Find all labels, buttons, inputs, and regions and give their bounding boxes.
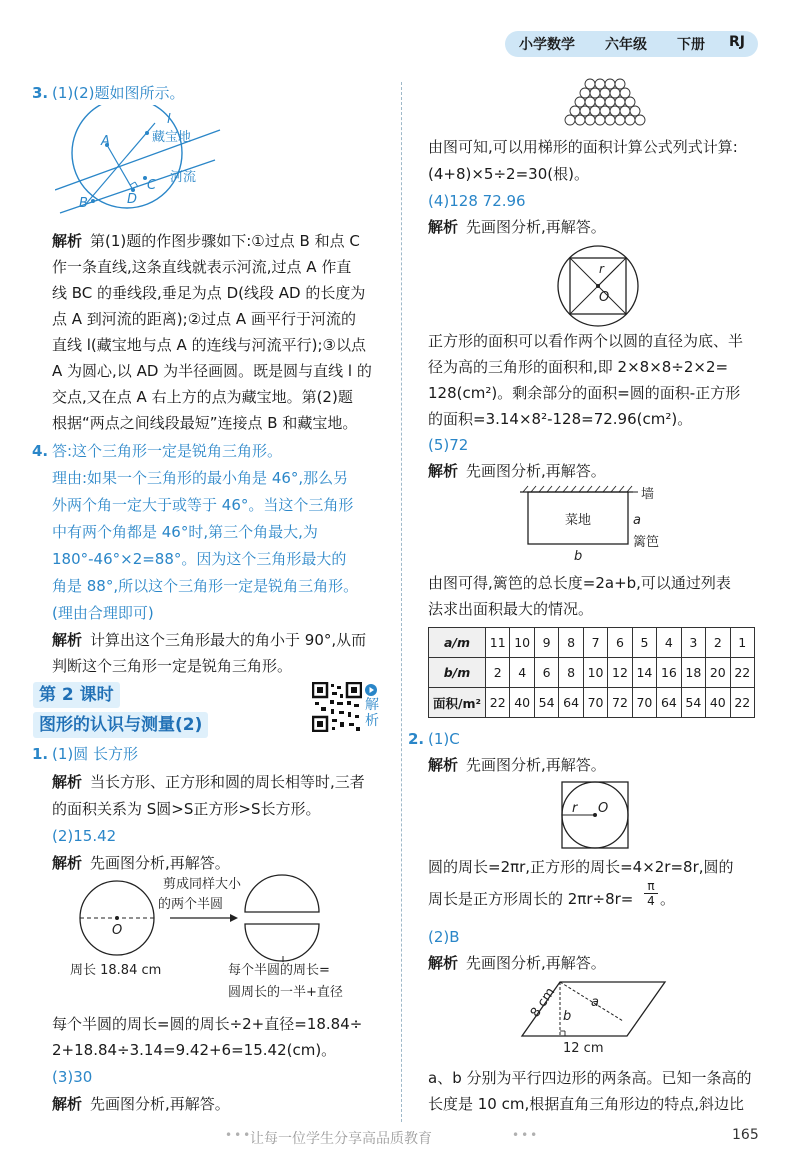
table-cell: 54 <box>534 688 558 718</box>
jx3-label: 解析 <box>52 232 83 250</box>
table-cell: 10 <box>510 628 534 658</box>
figure-circle-in-square <box>560 780 630 850</box>
table-cell: 18 <box>681 658 705 688</box>
cs-frac-num: π <box>644 880 658 894</box>
figure-log-pile <box>552 78 652 128</box>
fig1-label-C: C <box>147 178 157 193</box>
fig-para-b: b <box>563 1009 572 1024</box>
jx4-line-2: 判断这个三角形一定是锐角三角形。 <box>52 657 293 675</box>
lesson-subtitle: 图形的认识与测量(2) <box>33 712 208 738</box>
figure-semicircles <box>70 874 370 1004</box>
fig-sq-label-O: O <box>599 290 610 305</box>
jx-r3-text: 先画图分析,再解答。 <box>466 756 606 774</box>
q1-b: (2)15.42 <box>52 827 117 845</box>
header-bar <box>505 31 758 57</box>
qr-label-2: 析 <box>365 713 379 729</box>
sq-line-3: 128(cm²)。剩余部分的面积=圆的面积-正方形 <box>428 384 741 402</box>
fig-garden-wall: 墙 <box>641 487 655 502</box>
q4-line-4: 中有两个角都是 46°时,第三个角最大,为 <box>52 523 318 541</box>
jx3-line-5: 直线 l(藏宝地与点 A 的连线与河流平行);③以点 <box>52 336 366 354</box>
jx-r2-label: 解析 <box>428 462 459 480</box>
jx3-line-1: 第(1)题的作图步骤如下:①过点 B 和点 C <box>90 232 360 250</box>
table-cell: 22 <box>486 688 510 718</box>
q3-text: (1)(2)题如图所示。 <box>52 84 185 102</box>
footer-dots-left-icon: ••• <box>225 1128 253 1142</box>
jx3-line-7: 交点,又在点 A 右上方的点为藏宝地。第(2)题 <box>52 388 353 406</box>
table-cell: 7 <box>583 628 607 658</box>
table-cell: 70 <box>583 688 607 718</box>
garden-line-2: 法求出面积最大的情况。 <box>428 600 594 618</box>
jx4-label: 解析 <box>52 631 83 649</box>
qr-label-1: 解 <box>365 697 379 713</box>
table-cell: 70 <box>632 688 656 718</box>
jx-r1-label: 解析 <box>428 218 459 236</box>
jx1b-label: 解析 <box>52 854 83 872</box>
jx1a-line-2: 的面积关系为 S圆>S正方形>S长方形。 <box>52 800 321 818</box>
cs-line-1: 圆的周长=2πr,正方形的周长=4×2r=8r,圆的 <box>428 858 734 876</box>
column-divider <box>401 82 402 1122</box>
area-table <box>428 627 755 718</box>
fig2-each-2: 圆周长的一半+直径 <box>228 985 343 1000</box>
fig2-cut-2: 的两个半圆 <box>158 897 224 912</box>
fig-cs-label-O: O <box>598 801 609 816</box>
table-cell: 2 <box>486 658 510 688</box>
table-cell: 14 <box>632 658 656 688</box>
footer-slogan: 让每一位学生分享高品质教育 <box>250 1131 432 1147</box>
table-header-area: 面积/m² <box>429 688 486 718</box>
jx-r2-text: 先画图分析,再解答。 <box>466 462 606 480</box>
fig2-each-1: 每个半圆的周长= <box>228 963 330 978</box>
play-icon[interactable] <box>365 684 377 696</box>
fig2-cut-1: 剪成同样大小 <box>163 877 242 892</box>
header-edition: RJ <box>729 34 745 50</box>
cs-frac-den: 4 <box>647 894 655 908</box>
table-cell: 8 <box>559 658 583 688</box>
para-line-1: a、b 分别为平行四边形的两条高。已知一条高的 <box>428 1069 752 1087</box>
fig1-label-D: D <box>127 192 138 207</box>
figure-square-in-circle <box>555 243 641 329</box>
table-cell: 9 <box>534 628 558 658</box>
calc-line-1: 每个半圆的周长=圆的周长÷2+直径=18.84÷ <box>52 1015 363 1033</box>
table-cell: 64 <box>657 688 681 718</box>
table-cell: 54 <box>681 688 705 718</box>
fig-garden-fence: 篱笆 <box>633 535 660 550</box>
calc-line-2: 2+18.84÷3.14=9.42+6=15.42(cm)。 <box>52 1041 337 1059</box>
jx1b-text: 先画图分析,再解答。 <box>90 854 230 872</box>
page-number: 165 <box>732 1127 759 1143</box>
sq-line-1: 正方形的面积可以看作两个以圆的直径为底、半 <box>428 332 744 350</box>
q3-number: 3. <box>32 84 49 102</box>
q1-c: (3)30 <box>52 1068 93 1086</box>
sq-line-2: 径为高的三角形的面积和,即 2×8×8÷2×2= <box>428 358 729 376</box>
table-header-b: b/m <box>429 658 486 688</box>
table-cell: 40 <box>706 688 730 718</box>
fig-garden-plot: 菜地 <box>565 513 592 528</box>
q4-line-5: 180°-46°×2=88°。因为这个三角形最大的 <box>52 550 347 568</box>
q2-b: (2)B <box>428 928 460 946</box>
table-cell: 20 <box>706 658 730 688</box>
jx1c-label: 解析 <box>52 1095 83 1113</box>
fig1-label-river: 河流 <box>170 170 197 185</box>
jx4-line-1: 计算出这个三角形最大的角小于 90°,从而 <box>90 631 367 649</box>
table-row-area <box>429 688 755 718</box>
q4-line-2: 理由:如果一个三角形的最小角是 46°,那么另 <box>52 469 349 487</box>
q4-line-7: (理由合理即可) <box>52 604 154 622</box>
q4-answer: (4)128 72.96 <box>428 192 526 210</box>
table-row-a <box>429 628 755 658</box>
jx3-line-3: 线 BC 的垂线段,垂足为点 D(线段 AD 的长度为 <box>52 284 366 302</box>
table-cell: 1 <box>730 628 754 658</box>
jx3-line-4: 点 A 到河流的距离);②过点 A 画平行于河流的 <box>52 310 356 328</box>
header-term: 下册 <box>677 37 705 53</box>
table-cell: 6 <box>534 658 558 688</box>
fig-garden-b: b <box>574 549 583 564</box>
table-cell: 5 <box>632 628 656 658</box>
cs-line-2a: 周长是正方形周长的 2πr÷8r= <box>428 890 634 908</box>
jx1c-text: 先画图分析,再解答。 <box>90 1095 230 1113</box>
fig1-label-A: A <box>101 134 110 149</box>
table-cell: 4 <box>510 658 534 688</box>
fig-para-a: a <box>591 995 599 1010</box>
fig1-label-B: B <box>79 196 88 211</box>
lesson-title: 第 2 课时 <box>33 682 120 708</box>
table-row-b <box>429 658 755 688</box>
jx3-line-6: A 为圆心,以 AD 为半径画圆。既是圆与直线 l 的 <box>52 362 372 380</box>
jx1a-label: 解析 <box>52 773 83 791</box>
q1-number: 1. <box>32 745 49 763</box>
q1-a: (1)圆 长方形 <box>52 745 139 763</box>
fig2-perimeter: 周长 18.84 cm <box>70 963 162 978</box>
header-grade: 六年级 <box>605 37 647 53</box>
jx-r4-label: 解析 <box>428 954 459 972</box>
garden-line-1: 由图可得,篱笆的总长度=2a+b,可以通过列表 <box>428 574 731 592</box>
q5-answer: (5)72 <box>428 436 469 454</box>
fig1-label-l: l <box>167 112 171 127</box>
jx3-line-8: 根据“两点之间线段最短”连接点 B 和藏宝地。 <box>52 414 358 432</box>
fig2-label-O: O <box>112 923 123 938</box>
q2-a: (1)C <box>428 730 460 748</box>
sq-line-4: 的面积=3.14×8²-128=72.96(cm²)。 <box>428 410 693 428</box>
q4-number: 4. <box>32 442 49 460</box>
jx3-line-2: 作一条直线,这条直线就表示河流,过点 A 作直 <box>52 258 352 276</box>
table-cell: 6 <box>608 628 632 658</box>
fig-para-base: 12 cm <box>563 1041 604 1056</box>
fig-sq-label-r: r <box>599 262 604 276</box>
table-cell: 3 <box>681 628 705 658</box>
table-cell: 12 <box>608 658 632 688</box>
cs-line-2b: 。 <box>660 890 676 908</box>
jx-r3-label: 解析 <box>428 756 459 774</box>
table-cell: 22 <box>730 658 754 688</box>
jx1a-line-1: 当长方形、正方形和圆的周长相等时,三者 <box>90 773 365 791</box>
table-cell: 72 <box>608 688 632 718</box>
table-cell: 16 <box>657 658 681 688</box>
header-subject: 小学数学 <box>519 37 575 53</box>
fig-garden-a: a <box>633 513 641 528</box>
fig1-label-treasure: 藏宝地 <box>152 130 192 145</box>
table-cell: 22 <box>730 688 754 718</box>
table-cell: 8 <box>559 628 583 658</box>
fig-para-side: 8 cm <box>527 985 559 1021</box>
trap-line-1: 由图可知,可以用梯形的面积计算公式列式计算: <box>428 138 738 156</box>
figure-parallelogram <box>515 976 675 1058</box>
trap-line-2: (4+8)×5÷2=30(根)。 <box>428 165 589 183</box>
fig-cs-label-r: r <box>572 801 578 816</box>
table-cell: 64 <box>559 688 583 718</box>
qr-code[interactable] <box>312 682 362 732</box>
q4-line-3: 外两个角一定大于或等于 46°。当这个三角形 <box>52 496 354 514</box>
para-line-2: 长度是 10 cm,根据直角三角形边的特点,斜边比 <box>428 1095 745 1113</box>
table-cell: 40 <box>510 688 534 718</box>
table-cell: 10 <box>583 658 607 688</box>
q2-number: 2. <box>408 730 425 748</box>
q4-line-6: 角是 88°,所以这个三角形一定是锐角三角形。 <box>52 577 359 595</box>
footer-dots-right-icon: ••• <box>512 1128 540 1142</box>
figure-treasure-map <box>55 105 225 220</box>
table-cell: 4 <box>657 628 681 658</box>
figure-garden <box>515 484 675 568</box>
q4-line-1: 答:这个三角形一定是锐角三角形。 <box>52 442 283 460</box>
table-header-a: a/m <box>429 628 486 658</box>
jx-r4-text: 先画图分析,再解答。 <box>466 954 606 972</box>
jx-r1-text: 先画图分析,再解答。 <box>466 218 606 236</box>
table-cell: 2 <box>706 628 730 658</box>
table-cell: 11 <box>486 628 510 658</box>
